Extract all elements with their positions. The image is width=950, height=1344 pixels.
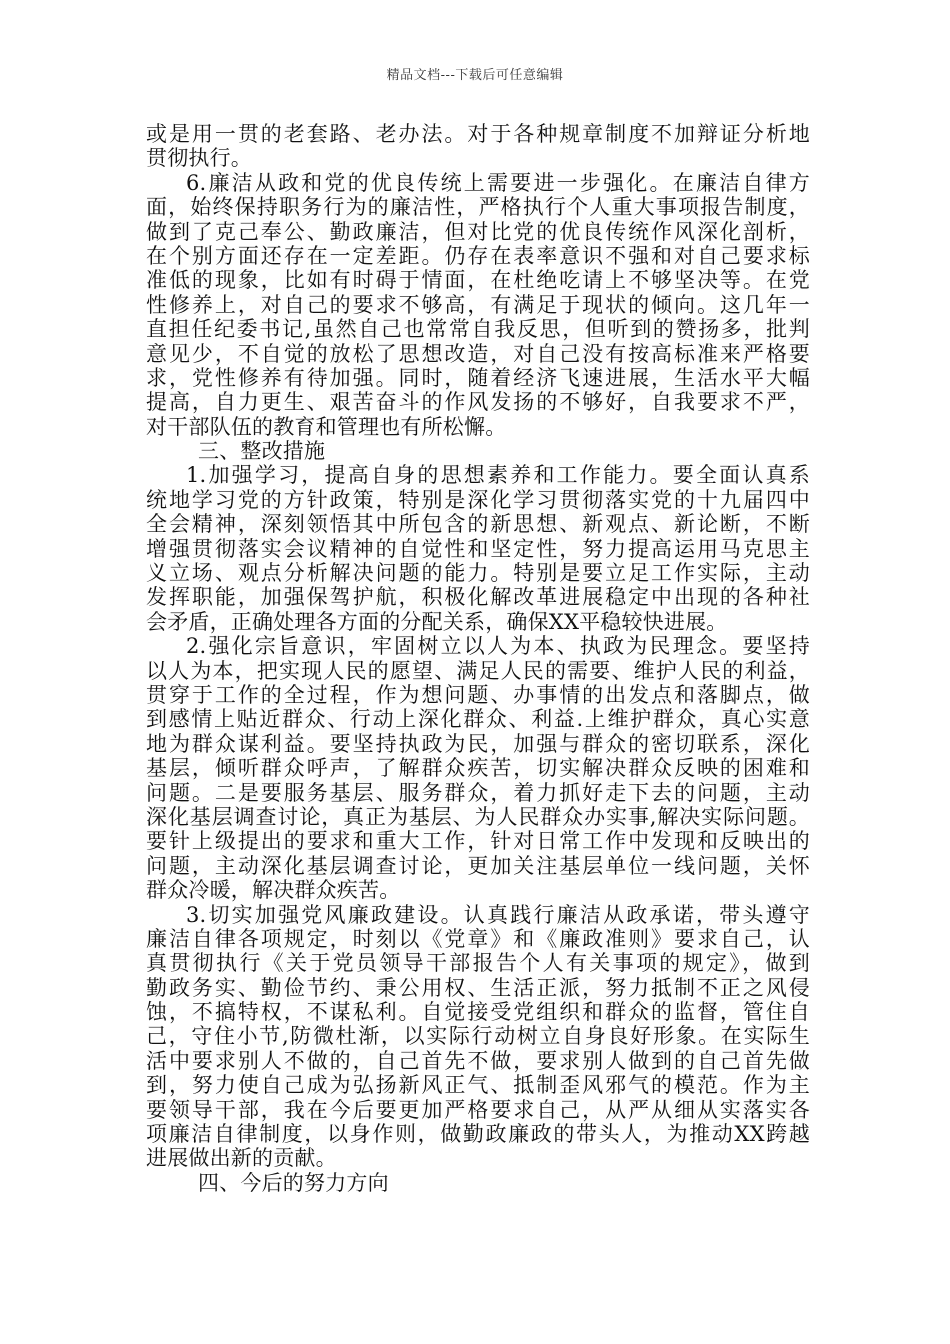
text-line: 到感情上贴近群众、行动上深化群众、利益.上维护群众，真心实意 bbox=[146, 707, 810, 732]
text-line: 统地学习党的方针政策，特别是深化学习贯彻落实党的十九届四中 bbox=[146, 487, 810, 512]
text-line: 性修养上，对自己的要求不够高，有满足于现状的倾向。这几年一 bbox=[146, 292, 810, 317]
text-line: 意见少，不自觉的放松了思想改造，对自己没有按高标准来严格要 bbox=[146, 341, 810, 366]
text-line: 对干部队伍的教育和管理也有所松懈。 bbox=[146, 414, 507, 439]
paragraph bbox=[146, 463, 810, 634]
text-line: 2.强化宗旨意识，牢固树立以人为本、执政为民理念。要坚持 bbox=[186, 634, 810, 659]
text-line: 贯彻执行。 bbox=[146, 146, 252, 171]
text-line: 直担任纪委书记,虽然自己也常常自我反思，但听到的赞扬多，批判 bbox=[146, 317, 810, 342]
text-line: 在个别方面还存在一定差距。仍存在表率意识不强和对自己要求标 bbox=[146, 243, 810, 268]
text-line: 项廉洁自律制度，以身作则，做勤政廉政的带头人，为推动XX跨越 bbox=[146, 1122, 810, 1147]
text-line: 基层，倾听群众呼声，了解群众疾苦，切实解决群众反映的困难和 bbox=[146, 756, 810, 781]
paragraph bbox=[146, 171, 810, 439]
text-line: 问题，主动深化基层调查讨论，更加关注基层单位一线问题，关怀 bbox=[146, 853, 810, 878]
text-line: 做到了克己奉公、勤政廉洁，但对比党的优良传统作风深化剖析， bbox=[146, 219, 810, 244]
text-line: 问题。二是要服务基层、服务群众，着力抓好走下去的问题，主动 bbox=[146, 780, 810, 805]
text-line: 群众冷暖，解决群众疾苦。 bbox=[146, 878, 401, 903]
text-line: 勤政务实、勤俭节约、秉公用权、生活正派，努力抵制不正之风侵 bbox=[146, 975, 810, 1000]
text-line: 提高，自力更生、艰苦奋斗的作风发扬的不够好，自我要求不严， bbox=[146, 390, 810, 415]
text-line: 或是用一贯的老套路、老办法。对于各种规章制度不加辩证分析地 bbox=[146, 122, 810, 146]
text-line: 深化基层调查讨论，真正为基层、为人民群众办实事,解决实际问题。 bbox=[146, 804, 810, 829]
text-line: 己，守住小节,防微杜渐，以实际行动树立自身良好形象。在实际生 bbox=[146, 1024, 810, 1049]
paragraph bbox=[146, 122, 810, 171]
text-line: 四、今后的努力方向 bbox=[198, 1170, 389, 1195]
text-line: 三、整改措施 bbox=[198, 439, 326, 464]
section-heading bbox=[146, 439, 810, 463]
text-line: 3.切实加强党风廉政建设。认真践行廉洁从政承诺，带头遵守 bbox=[186, 902, 810, 927]
text-line: 地为群众谋利益。要坚持执政为民，加强与群众的密切联系，深化 bbox=[146, 731, 810, 756]
paragraph bbox=[146, 903, 810, 1171]
text-line: 活中要求别人不做的，自己首先不做，要求别人做到的自己首先做 bbox=[146, 1048, 810, 1073]
page-header: 精品文档---下载后可任意编辑 bbox=[386, 68, 564, 83]
text-line: 要领导干部，我在今后要更加严格要求自己，从严从细从实落实各 bbox=[146, 1097, 810, 1122]
text-line: 准低的现象，比如有时碍于情面，在杜绝吃请上不够坚决等。在党 bbox=[146, 268, 810, 293]
text-line: 义立场、观点分析解决问题的能力。特别是要立足工作实际，主动 bbox=[146, 561, 810, 586]
text-line: 发挥职能，加强保驾护航，积极化解改革进展稳定中出现的各种社 bbox=[146, 585, 810, 610]
text-line: 要针上级提出的要求和重大工作，针对日常工作中发现和反映出的 bbox=[146, 829, 810, 854]
text-line: 廉洁自律各项规定，时刻以《党章》和《廉政准则》要求自己，认 bbox=[146, 926, 810, 951]
text-line: 6.廉洁从政和党的优良传统上需要进一步强化。在廉洁自律方 bbox=[186, 170, 810, 195]
text-line: 贯穿于工作的全过程，作为想问题、办事情的出发点和落脚点，做 bbox=[146, 682, 810, 707]
text-line: 1.加强学习，提高自身的思想素养和工作能力。要全面认真系 bbox=[186, 463, 810, 488]
text-line: 增强贯彻落实会议精神的自觉性和坚定性，努力提高运用马克思主 bbox=[146, 536, 810, 561]
text-line: 以人为本，把实现人民的愿望、满足人民的需要、维护人民的利益， bbox=[146, 658, 810, 683]
text-line: 面，始终保持职务行为的廉洁性，严格执行个人重大事项报告制度， bbox=[146, 195, 810, 220]
text-line: 到，努力使自己成为弘扬新风正气、抵制歪风邪气的模范。作为主 bbox=[146, 1073, 810, 1098]
text-line: 全会精神，深刻领悟其中所包含的新思想、新观点、新论断，不断 bbox=[146, 512, 810, 537]
section-heading bbox=[146, 1171, 810, 1195]
text-line: 求，党性修养有待加强。同时，随着经济飞速进展，生活水平大幅 bbox=[146, 365, 810, 390]
text-line: 会矛盾，正确处理各方面的分配关系，确保XX平稳较快进展。 bbox=[146, 609, 728, 634]
document-body bbox=[146, 122, 810, 1195]
text-line: 进展做出新的贡献。 bbox=[146, 1146, 337, 1171]
text-line: 真贯彻执行《关于党员领导干部报告个人有关事项的规定》，做到 bbox=[146, 951, 810, 976]
text-line: 蚀，不搞特权，不谋私利。自觉接受党组织和群众的监督，管住自 bbox=[146, 1000, 810, 1025]
paragraph bbox=[146, 634, 810, 902]
